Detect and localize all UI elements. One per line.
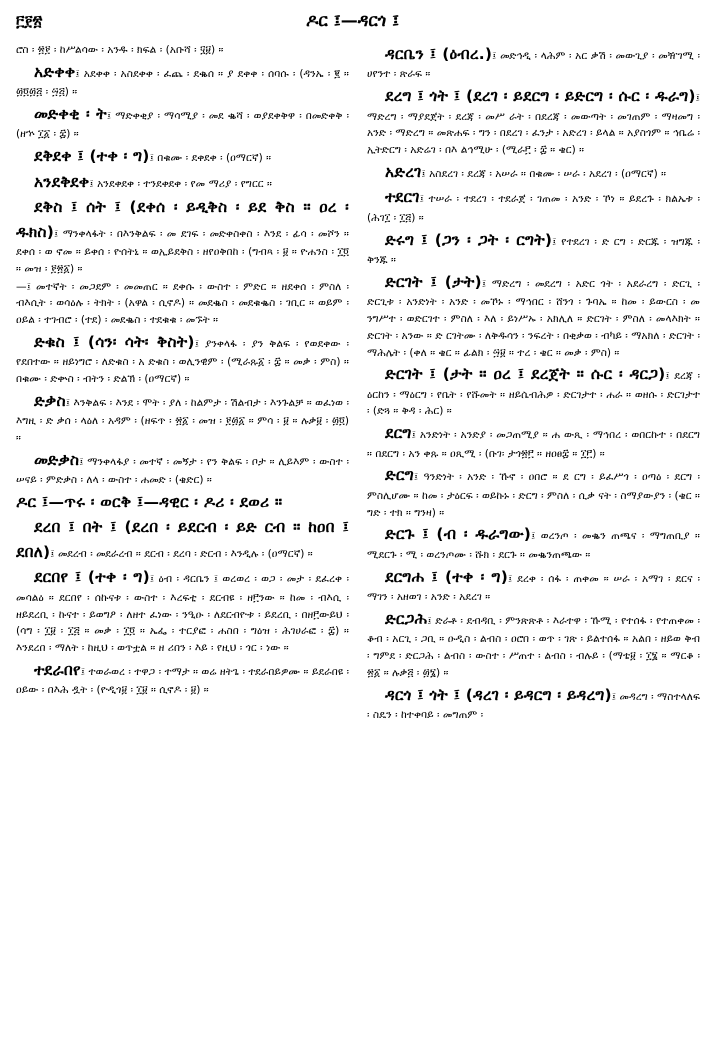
entry-headword: ድሩግ ፤ (ጋን ፡ ጋት ፡ ርግት) [385,230,553,249]
entry-headword: ድቁስ ፤ (ሳን፡ ሳት፡ ቅስት) [34,332,195,351]
entry-headword: አድቀቀ [34,62,76,81]
dictionary-entry [16,565,349,656]
entry-definition: ፤ አደቀቀ ፡ አስደቀቀ ፡ ፈጨ ፡ ደቈሰ ። ያ ደቀቀ ፡ ሰባሱ ፡ (ዳንኤ ፡ ፪ ። ፴፬፴፭ ፡ ፵፭) ። [16,67,349,99]
entry-definition: ፤ ማንቀላፋያ ፡ መተኛ ፡ መኝታ ፡ የን ቅልፍ ፡ ቦታ ። ሊይእም ፡ ውስተ ፡ ሠናይ ፡ ምድቃስ ፡ ለላ ፡ ውስተ ፡ ሐመድ ፡ (ቄድር) ። [16,455,349,487]
entry-headword: ደርግ [385,424,412,443]
dictionary-entry [16,144,349,168]
dictionary-entry [367,463,700,521]
entry-definition: ፤ ደረቀ ፡ ሰፋ ፡ ጠቀመ ። ሠራ ፡ አማገ ፡ ደርና ፡ ማገን ፡ አዘወገ ፡ አንድ ፡ አደረገ ። [367,572,700,604]
dictionary-entry [367,228,700,269]
dictionary-entry [367,84,700,159]
dictionary-entry [367,270,700,361]
entry-definition: ሮስ ፡ ፳፻ ፡ ከሥልሳው ፡ አንዱ ፡ ክፍል ፡ (አቡሻ ፡ ፶፱) ። [16,44,224,56]
page-number: ፫፻፳ [16,12,43,30]
entry-definition: ፤ የተደረገ ፡ ድ ርግ ፡ ድርጁ ፡ ዝግጁ ፡ ቅንጁ ። [367,235,700,267]
entry-definition: ፤ በቁሙ ፡ ደቀደቀ ፡ (ዐማርኛ) ። [149,152,272,165]
dictionary-entry [16,42,349,59]
entry-headword: ድርገት ፤ (ታት ። ዐረ ፤ ደረጀት ። ሱር ፡ ዳርጋ) [385,365,666,384]
dictionary-entry [367,160,700,184]
entry-definition: ፤ ማድረግ ፡ ማያደጀት ፡ ደረጃ ፡ መሥ ራት ፡ በደረጃ ፡ መውጣት ፡ መገጠም ፡ ማዛመግ ፡ አንድ ፡ ማድረግ ። መጽሐፍ ፡ ግን ፡ በደረገ ፡ ፈንታ ፡ አድረገ ፡ ይላል ። አያስጎም ። ኅቤሬ ፡ ኢትድርግ ፡ አድሬገ ፡ በእ ልኅሚሁ ፡ (ሚራ፫ ፡ ፰ ። ቄር) ። [367,92,700,157]
entry-definition: ፤ ማንቀላፋት ፡ በእንቅልፍ ፡ መ ደገፍ ፡ መድቀስቀስ ፡ እንደ ፡ ፊሳ ፡ መሾን ። ደቀሰ ፡ ወ ኖመ ። ይቀሰ ፡ ዮሰትኒ ። ወኢይደቅስ ፡ ዘየዐቅበከ ፡ (ግብጻ ፡ ፱ ። ዮሐንስ ፡ ፲፬ ። መዝ ፡ ፻፳፩) ። [16,227,349,275]
dictionary-entry [367,42,700,83]
entry-headword: ደቅስ ፤ ሰት ፤ (ደቀሰ ፡ ይዲቅስ ፡ ይደ ቅስ ። ዐረ ፡ ዱክስ) [16,198,349,241]
entry-headword: ዳርጎ ፤ ጎት ፤ (ዳረገ ፡ ይዳርግ ፡ ይዳረግ) [385,685,612,704]
dictionary-entry [367,607,700,682]
right-column [367,42,700,725]
entry-definition: ፤ ዓንድነት ፡ አንድ ፡ ኹኖ ፡ ዐበሮ ። ደ ርግ ፡ ይፈሥጎ ፡ ዐጣዕ ፡ ደርግ ፡ ምስሊሆሙ ። ከመ ፡ ታዕርፍ ፡ ወይኩኑ ፡ ድርግ ፡ ምስለ ፡ ሲቃ ናት ፡ ስማያውያን ፡ (ቄር ። ግድ ፡ ተክ ። ግንዛ) ። [367,471,700,519]
dictionary-entry [16,515,349,564]
entry-headword: አድረገ [385,162,422,181]
left-column [16,42,349,725]
entry-definition: ፤ ተወራወረ ፡ ተዋጋ ፡ ተማታ ። ወሬ ዘትጌ ፡ ተደራበይዎሙ ። ይደራበዩ ፡ ዐይው ፡ በእሕ ዷት ፡ (ዮዲጎ፱ ፡ ፲፱ ። ሲኖዶ ፡ ፱) ። [16,665,349,697]
entry-definition: ፤ እንቅልፍ ፡ እንደ ፡ ሞት ፡ ያለ ፡ ከልምታ ፡ ሽልብታ ፡ እንጉልቻ ። ወፈነወ ፡ እግዚ ፡ ድ ቃሰ ፡ ላዕለ ፡ አዳም ፡ (ዘፍጥ ፡ ፳፩ ፡ መዝ ፡ ፻፴፩ ። ምሳ ፡ ፱ ። ሉቃ፱ ፡ ፴፬) ። [16,396,349,444]
entry-headword: ደረበ ፤ በት ፤ (ደረበ ፡ ይደርብ ፡ ይድ ርብ ። ከዐበ ፤ ደበለ) [16,518,349,561]
entry-definition: ፤ ያንቀላፋ ፡ ያን ቅልፍ ፡ የወደቀው ፡ የደበተው ። ዘይነግሮ ፡ ለድቁስ ፡ አ ድቁስ ፡ ወሊንዊም ፡ (ሚራጹ፩ ፡ ፰ ። መቃ ፡ ምስ) ። በቁሙ ፡ ድቍስ ፡ ብትን ፡ ድልኽ ፡ (ዐማርኛ) ። [16,337,349,385]
entry-headword: ደርግሐ ፤ (ተቀ ፡ ግ) [385,567,508,586]
dictionary-entry [16,389,349,447]
entry-headword: ድቃስ [34,391,66,410]
running-title: ዶር ፤—ዳርጎ ፤ [306,11,400,31]
dictionary-entry [367,522,700,563]
entry-definition: ፤ ተሠራ ፡ ተደረገ ፡ ተደራጀ ፡ ገጠመ ፡ አንድ ፡ ኾነ ። ይደረጉ ፡ ክልኤቱ ፡ (ሕገ፲ ፡ ፲፭) ። [367,193,700,224]
entry-definition: ፤ አስደረገ ፡ ደረጃ ፡ አሠራ ። በቁሙ ፡ ሠራ ፡ አደረገ ፡ (ዐማርኛ) ። [421,167,667,180]
entry-headword: ድርጉ ፤ (ብ ፡ ዱራግው) [385,525,532,544]
entry-headword: ደቅደቀ ፤ (ተቀ ፡ ግ) [34,147,150,166]
dictionary-entry [367,362,700,420]
entry-definition: —፤ መተኛት ፡ መጋደም ፡ መመጠር ። ደቀሱ ፡ ውስተ ፡ ምድር ። ዘደቀሰ ፡ ምስለ ፡ ብእሲት ፡ ወሳዕሉ ፡ ትክት ፡ (አዋል ፡ ሲኖዶ) ። መደቈስ ፡ መደቁቈስ ፡ ገቢር ። ወይም ፡ ዐይል ፡ ተገብሮ ፡ (ተደ) ፡ መደቈስ ፡ ተደቁቁ ፡ መኙት ። [16,280,349,327]
entry-definition: ፤ ደረጃ ፡ ዕርከን ፡ ማዕርግ ፡ የቤት ፡ የሹመት ። ዘይሴብሕዎ ፡ ድርገታተ ፡ ሐራ ። ወዘሱ ፡ ድርገታተ ፡ (ድጓ ። ቅዳ ፡ ሕር) ። [367,370,700,418]
text-columns [16,42,702,725]
dictionary-entry [16,170,349,194]
entry-headword: መድቃስ [34,450,80,469]
entry-headword: ተደራበየ [34,660,81,679]
dictionary-entry [367,185,700,226]
dictionary-entry [367,421,700,462]
entry-headword: ዳርቤን ፤ (ዕብረ.) [385,45,493,63]
entry-definition: ፤ ማድቀቂያ ፡ ማሳሚያ ፡ መደ ቈሻ ፡ ወያደቀቅዋ ፡ በመድቀቅ ፡ (ዘኍ ፲፩ ፡ ፰) ። [16,109,349,141]
entry-definition: ፤ ዕብ ፡ ዳርቤን ፤ ወረወረ ፡ ወጋ ፡ መታ ፡ ደፈረቀ ፡ መሳልዕ ። ደርበየ ፡ ሰኩናቱ ፡ ውስተ ፡ እረፍቲ ፡ ደርብዩ ፡ ዘ፫ንው ። ከመ ፡ ብእሲ ፡ ዘይደረቢ ፡ ኩናተ ፡ ይወግዖ ፡ ለዘተ ፈነው ፡ ንዒዑ ፡ ለደርብዮቱ ፡ ይደረቢ ፡ በዘ፫ውይህ ፡ (ሳግ ፡ ፲፱ ፡ ፲፭ ። መቃ ፡ ፲፬ ። ኤፌ ፡ ተርያፎ ፡ ሐስበ ፡ ግዕዝ ፡ ሕገሀራፎ ፡ ፰) ። እንደረበ ፡ ማለት ፡ ከዚህ ፡ ወጥቷል ። ዘ ሪበን ፡ እይ ፡ የዚህ ፡ ጎር ፡ ነው ። [16,573,349,655]
entry-headword: መድቀቂ ፡ ት [34,104,107,123]
entry-headword: ተደርገ [385,188,420,207]
dictionary-entry [16,279,349,329]
dictionary-entry [16,448,349,489]
entry-definition: ፤ መዳረግ ፡ ማስተላለፍ ፡ ስዴን ፡ ከተቀባይ ፡ መግጠም ፡ [367,690,700,721]
entry-definition: ፤ አንድነት ፡ አንድያ ፡ መጋጠሚያ ። ሐ ውጺ ፡ ማኅበረ ፡ ወበርኩተ ፡ በደርግ ። በደርግ ፡ አን ቀጹ ። ዐጺሚ ፡ (ቡገ፡ ታጎ፳፫ ። ዘዐፀ፰ ። ፲፫) ። [367,429,700,460]
dictionary-entry [16,60,349,101]
dictionary-entry [367,683,700,724]
entry-headword: ደረግ ፤ ጎት ፤ (ደረገ ፡ ይደርግ ፡ ይድርግ ፡ ሱር ፡ ዱራግ) [385,87,696,106]
entry-definition: ፤ ወረንጦ ፡ መቈን ጠጫና ፡ ማግጠቢያ ። ሚደርጉ ፡ ሚ ፡ ወረንጦሙ ፡ ሹክ ፡ ደርጉ ። መቈንጠጫው ። [367,530,700,561]
entry-headword: ድርገት ፤ (ታት) [385,272,482,291]
dictionary-entry [367,565,700,606]
entry-definition: ፤ መደረብ ፡ መደራረብ ። ደርብ ፡ ደረባ ፡ ድርብ ፡ እንዲሉ ፡ (ዐማርኛ) ። [50,547,313,560]
entry-headword: ድርጋሕ [385,609,428,628]
entry-headword: ድርግ [385,466,414,485]
dictionary-entry [16,195,349,277]
entry-headword: አንደቅደቀ [34,172,90,191]
dictionary-entry [16,658,349,699]
dictionary-entry [16,330,349,388]
entry-headword: ዶር ፤—ጥሩ ፡ ወርቅ ፤—ዳዊር ፡ ዶሪ ፡ ደወሪ ። [16,492,283,511]
page-header [16,8,702,34]
dictionary-entry [16,490,349,514]
entry-definition: ፤ መድኅዲ ፡ ላሕም ፡ አር ቃሽ ፡ መውጊያ ፡ መዥገሚ ፡ ሀየንተ ፡ ጽራፍ ። [367,50,700,81]
entry-definition: ፤ ድራቶ ፡ ደብዳቢ ፡ ምንጽጽቶ ፡ እራተዋ ፡ ኹሚ ፡ የተሰፋ ፡ የተጠቀመ ፡ ቆብ ፡ አርጊ ፡ ጋቢ ። ዑዲስ ፡ ልብስ ፡ ዐሮበ ፡ ወጥ ፡ ገጽ ፡ ይልተሰፋ ። አልበ ፡ ዘይወ ቅብ ፡ ግምደ ፡ ድርጋሕ ፡ ልብስ ፡ ውስተ ፡ ሥጠተ ፡ ልብስ ፡ ብሉይ ፡ (ማቴ፱ ፡ ፲፮ ። ማርቆ ፡ ፳፩ ። ሉቃ፭ ፡ ፴፮) ። [367,614,700,679]
entry-definition: ፤ አንደቀደቀ ፡ ተንደቀደቀ ፡ የመ ማሪያ ፡ የግርር ። [89,177,272,190]
entry-headword: ደርበየ ፤ (ተቀ ፡ ግ) [34,568,150,587]
dictionary-entry [16,102,349,143]
entry-definition: ፤ ማድረግ ፡ መደረግ ፡ አድር ጎት ፡ አደራረግ ፡ ድርጊ ፡ ድርጊቱ ፡ አንድነት ፡ አንድ ፡ መኾኑ ፡ ማኅበር ፡ ሸንጎ ፡ ጉባኤ ። ከመ ፡ ይውርስ ፡ መ ንግሥተ ፡ ወድርገተ ፡ ምስለ ፡ እለ ፡ ይነሥኡ ፡ አክሊለ ። ድርገት ፡ ምስለ ፡ መላእክት ። ድርገት ፡ አንው ። ድ ርገትሙ ፡ ለቅዱሳን ፡ ንፍረት ፡ በቂቃወ ፡ ብካይ ፡ ማአክለ ፡ ድርገት ፡ ማሕሌት ፡ (ቀለ ። ቄር ። ፊልክ ፡ ፵፱ ። ተረ ፡ ቄር ። መቃ ፡ ምስ) ። [367,277,700,359]
